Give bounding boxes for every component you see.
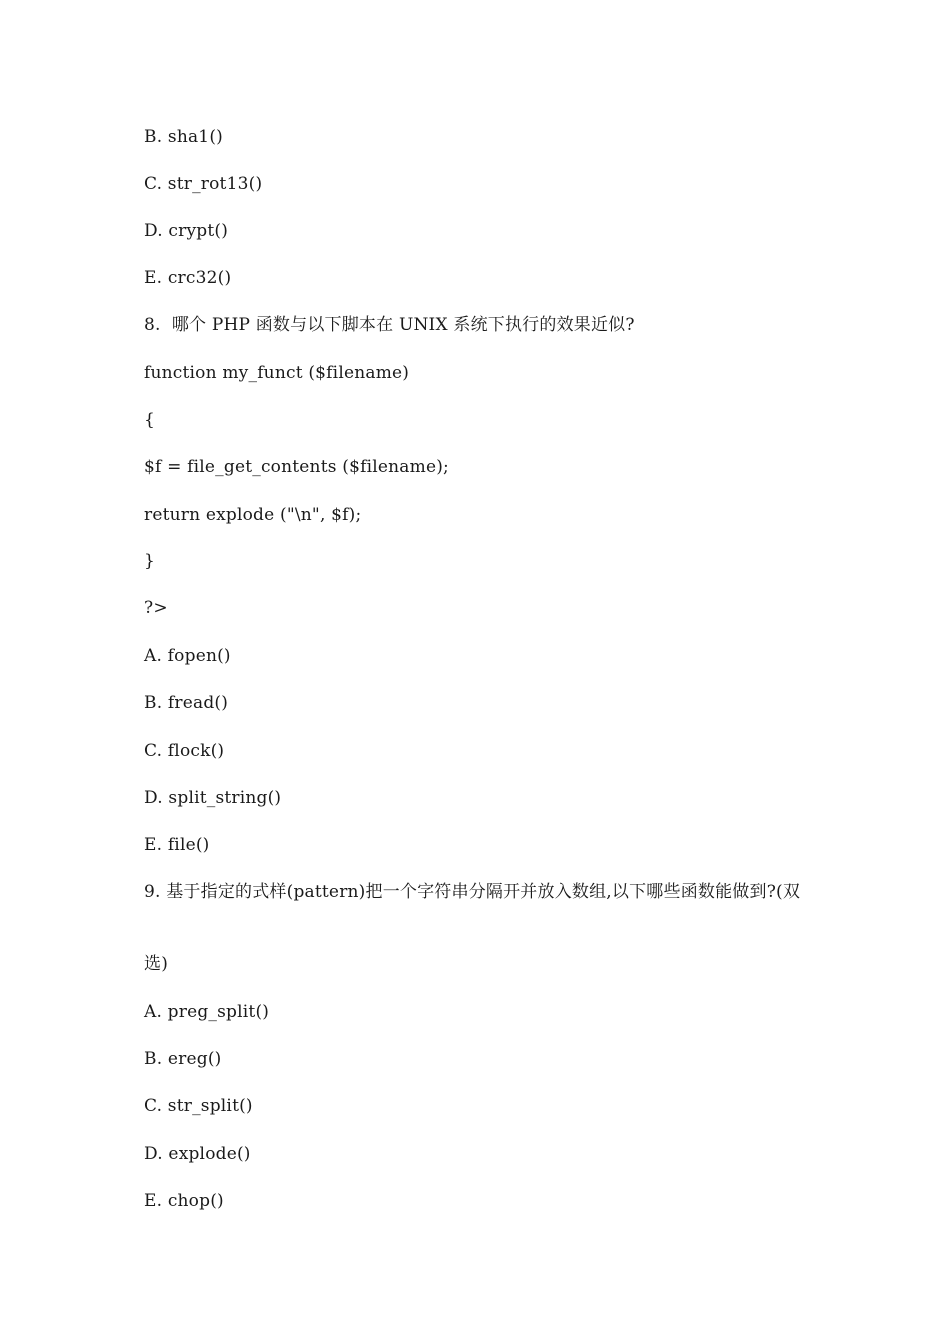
q8-code-line-6: ?>: [144, 598, 168, 618]
q8-code-line-5: }: [144, 551, 156, 571]
q9-option-d: D. explode(): [144, 1144, 251, 1164]
q8-code-line-3: $f = file_get_contents ($filename);: [144, 457, 449, 477]
q8-question: 8. 哪个 PHP 函数与以下脚本在 UNIX 系统下执行的效果近似?: [144, 315, 635, 335]
q9-option-a: A. preg_split(): [144, 1002, 270, 1022]
q8-code-line-1: function my_funct ($filename): [144, 363, 410, 383]
q9-option-c: C. str_split(): [144, 1096, 253, 1116]
q8-option-c: C. flock(): [144, 741, 225, 761]
q7-option-b: B. sha1(): [144, 127, 223, 147]
q8-code-line-2: {: [144, 410, 156, 430]
q8-option-d: D. split_string(): [144, 788, 282, 808]
q8-option-e: E. file(): [144, 835, 210, 855]
q8-option-b: B. fread(): [144, 693, 229, 713]
q7-option-d: D. crypt(): [144, 221, 229, 241]
q9-option-b: B. ereg(): [144, 1049, 222, 1069]
q9-option-e: E. chop(): [144, 1191, 224, 1211]
q9-question-continued: 选): [144, 954, 169, 974]
q9-question: 9. 基于指定的式样(pattern)把一个字符串分隔开并放入数组,以下哪些函数能做到?(双: [144, 882, 801, 902]
q7-option-e: E. crc32(): [144, 268, 232, 288]
q8-code-line-4: return explode ("\n", $f);: [144, 505, 362, 525]
q7-option-c: C. str_rot13(): [144, 174, 263, 194]
q8-option-a: A. fopen(): [144, 646, 231, 666]
